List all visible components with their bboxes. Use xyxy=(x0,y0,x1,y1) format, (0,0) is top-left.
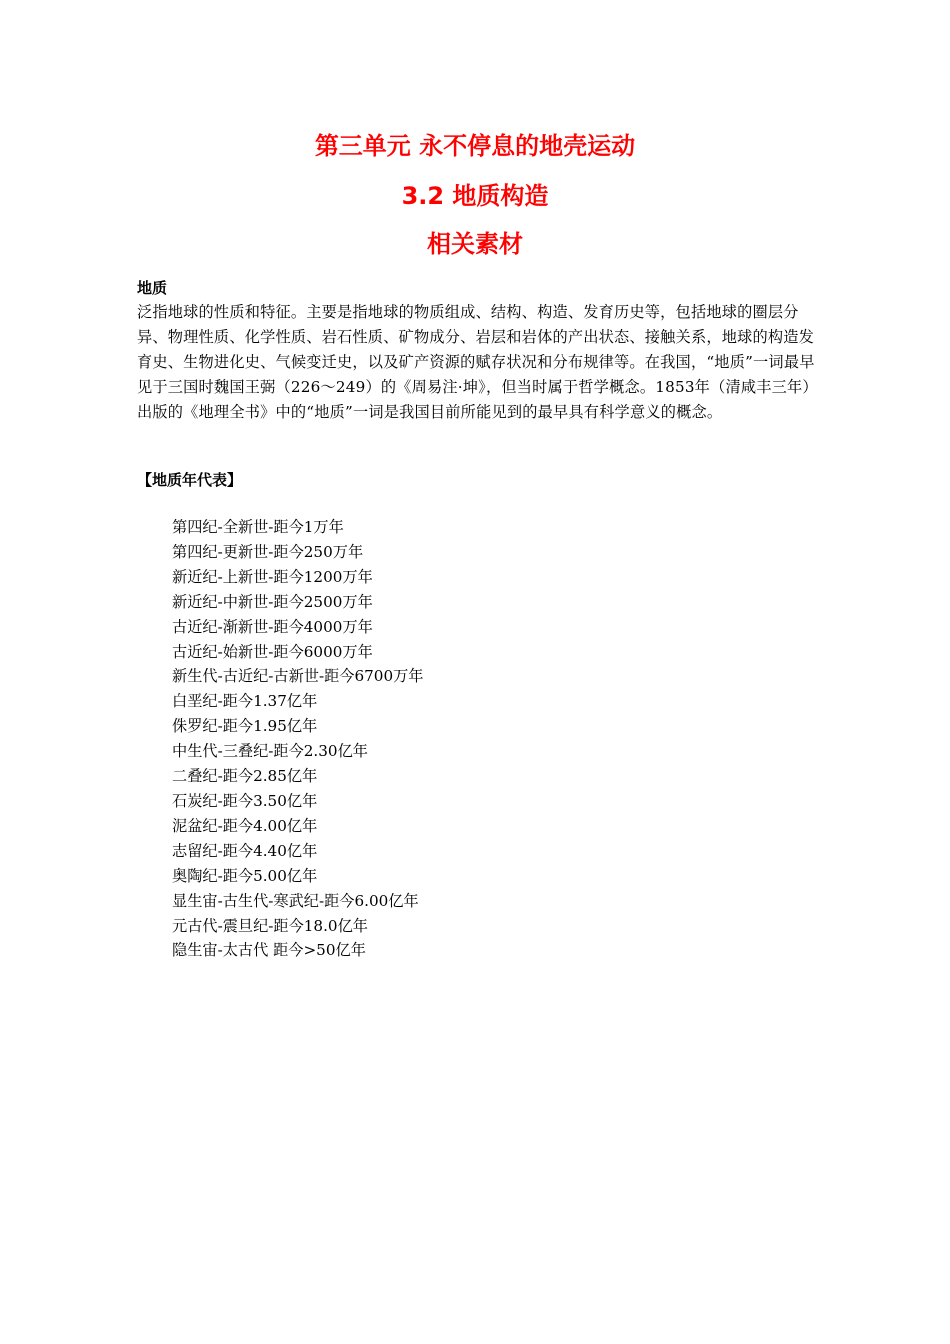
list-item: 白垩纪-距今1.37亿年 xyxy=(172,692,318,711)
list-item: 显生宙-古生代-寒武纪-距今6.00亿年 xyxy=(172,891,419,910)
list-item: 志留纪-距今4.40亿年 xyxy=(172,841,318,860)
list-item: 石炭纪-距今3.50亿年 xyxy=(172,791,318,810)
list-item: 奥陶纪-距今5.00亿年 xyxy=(172,866,318,885)
list-item: 侏罗纪-距今1.95亿年 xyxy=(172,717,318,736)
list-item: 新近纪-中新世-距今2500万年 xyxy=(172,592,373,611)
list-item: 第四纪-全新世-距今1万年 xyxy=(172,518,344,536)
list-item: 新生代-古近纪-古新世-距今6700万年 xyxy=(172,667,424,686)
geology-paragraph: 泛指地球的性质和特征。主要是指地球的物质组成、结构、构造、发育历史等，包括地球的圈层分异、物理性质、化学性质、岩石性质、矿物成分、岩层和岩体的产出状态、接触关系，地球的构造发育史、生物进化史、气候变迁史，以及矿产资源的赋存状况和分布规律等。在我国，“地质”一词最早见于三国时魏国王弼（226～249）的《周易注·坤》，但当时属于哲学概念。1853年（清咸丰三年）出版的《地理全书》中的“地质”一词是我国目前所能见到的最早具有科学意义的概念。 xyxy=(137,303,818,421)
material-title: 相关素材 xyxy=(427,230,523,258)
list-item: 泥盆纪-距今4.00亿年 xyxy=(172,816,318,835)
list-item: 隐生宙-太古代 距今>50亿年 xyxy=(172,941,366,960)
geologic-timescale-list xyxy=(172,515,423,963)
list-item: 新近纪-上新世-距今1200万年 xyxy=(172,567,373,586)
lesson-title: 3.2 地质构造 xyxy=(401,182,549,210)
list-item: 第四纪-更新世-距今250万年 xyxy=(172,542,364,561)
list-item: 古近纪-始新世-距今6000万年 xyxy=(172,642,373,661)
list-item: 元古代-震旦纪-距今18.0亿年 xyxy=(172,916,368,935)
unit-title: 第三单元 永不停息的地壳运动 xyxy=(314,132,636,160)
list-item: 古近纪-渐新世-距今4000万年 xyxy=(172,617,373,636)
geologic-timescale-heading: 【地质年代表】 xyxy=(137,471,243,489)
list-item: 二叠纪-距今2.85亿年 xyxy=(172,767,318,786)
geology-heading: 地质 xyxy=(137,279,168,297)
list-item: 中生代-三叠纪-距今2.30亿年 xyxy=(172,742,368,761)
title-block xyxy=(0,128,950,259)
